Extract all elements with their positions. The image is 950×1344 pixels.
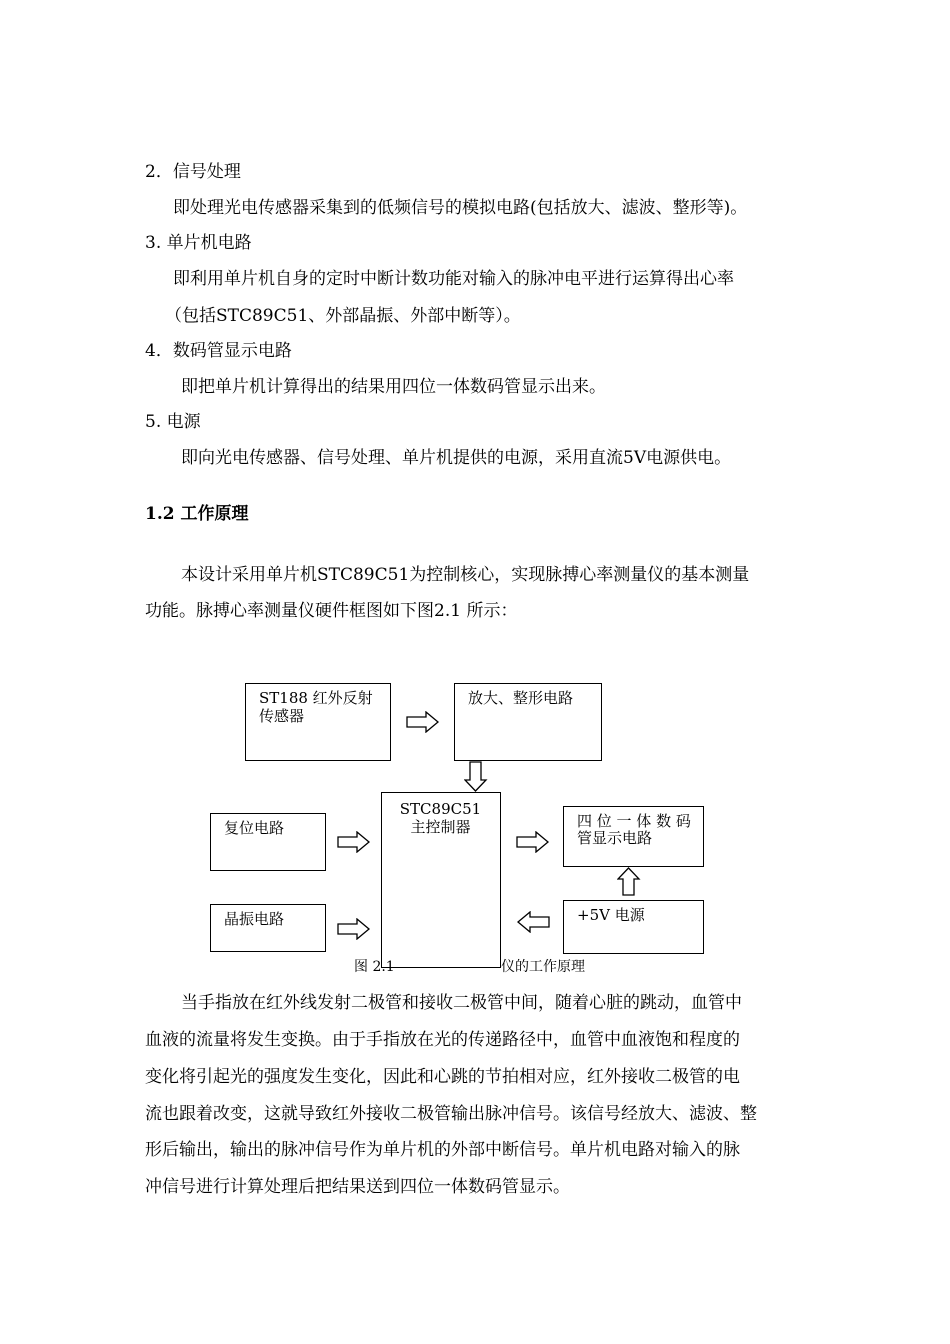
- arrow-left-icon: [516, 911, 550, 933]
- arrow-right-icon: [337, 831, 371, 853]
- sensor-box: [245, 683, 391, 761]
- arrow-right-icon: [337, 918, 371, 940]
- amp-box: [454, 683, 602, 761]
- reset-box: [210, 813, 326, 871]
- crystal-label: 晶振电路: [224, 910, 285, 928]
- mcu-label-line2: 主控制器: [410, 818, 471, 836]
- explanation-line3: 变化将引起光的强度发生变化，因此和心跳的节拍相对应，红外接收二极管的电: [145, 1067, 740, 1087]
- sensor-label-line2: 传感器: [259, 707, 305, 725]
- intro-line2: 功能。脉搏心率测量仪硬件框图如下图2.1 所示：: [145, 601, 518, 621]
- reset-label: 复位电路: [224, 819, 285, 837]
- section-4-heading: 4．数码管显示电路: [145, 341, 292, 361]
- amp-label: 放大、整形电路: [468, 689, 574, 707]
- display-box: [563, 806, 704, 867]
- mcu-box: [381, 792, 501, 968]
- section-5-heading: 5. 电源: [145, 412, 201, 432]
- display-label-line1: 四 位 一 体 数 码: [577, 812, 691, 830]
- explanation-line1: 当手指放在红外线发射二极管和接收二极管中间，随着心脏的跳动，血管中: [181, 993, 742, 1013]
- section-2-body: 即处理光电传感器采集到的低频信号的模拟电路(包括放大、滤波、整形等)。: [173, 198, 748, 218]
- explanation-line6: 冲信号进行计算处理后把结果送到四位一体数码管显示。: [145, 1177, 570, 1197]
- mcu-label-line1: STC89C51: [399, 800, 482, 818]
- arrow-down-icon: [464, 761, 488, 793]
- arrow-right-icon: [406, 711, 440, 733]
- section-2-heading: 2．信号处理: [145, 162, 241, 182]
- intro-line1: 本设计采用单片机STC89C51为控制核心，实现脉搏心率测量仪的基本测量: [181, 565, 750, 585]
- section-5-body: 即向光电传感器、信号处理、单片机提供的电源，采用直流5V电源供电。: [181, 448, 732, 468]
- power-box: [563, 900, 704, 954]
- figure-caption-left: 图 2.1: [354, 959, 395, 975]
- arrow-up-icon: [617, 867, 641, 897]
- crystal-box: [210, 904, 326, 952]
- subsection-title: 1.2 工作原理: [145, 504, 249, 524]
- section-3-body-line1: 即利用单片机自身的定时中断计数功能对输入的脉冲电平进行运算得出心率: [173, 269, 734, 289]
- section-3-heading: 3. 单片机电路: [145, 233, 252, 253]
- display-label-line2: 管显示电路: [577, 829, 653, 847]
- arrow-right-icon: [516, 831, 550, 853]
- explanation-line4: 流也跟着改变，这就导致红外接收二极管输出脉冲信号。该信号经放大、滤波、整: [145, 1104, 757, 1124]
- explanation-line2: 血液的流量将发生变换。由于手指放在光的传递路径中，血管中血液饱和程度的: [145, 1030, 740, 1050]
- explanation-line5: 形后输出，输出的脉冲信号作为单片机的外部中断信号。单片机电路对输入的脉: [145, 1140, 740, 1160]
- figure-caption-right: 仪的工作原理: [501, 959, 585, 975]
- sensor-label-line1: ST188 红外反射: [259, 689, 373, 707]
- power-label: +5V 电源: [577, 906, 645, 924]
- section-4-body: 即把单片机计算得出的结果用四位一体数码管显示出来。: [181, 377, 606, 397]
- section-3-body-line2: （包括STC89C51、外部晶振、外部中断等）。: [165, 306, 521, 326]
